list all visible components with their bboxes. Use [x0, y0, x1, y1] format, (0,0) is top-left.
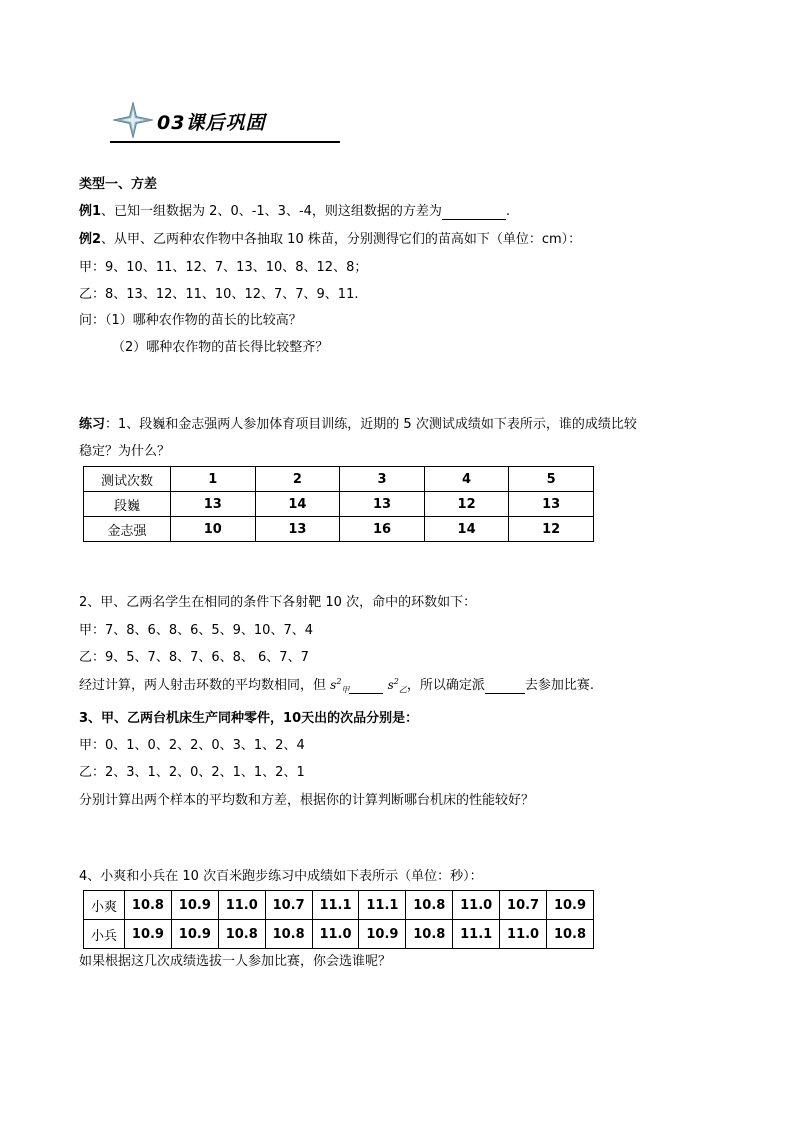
table-cell: 10.9 — [359, 920, 406, 949]
table-cell: 10.7 — [265, 891, 312, 920]
example-2-label: 例2 — [79, 232, 102, 247]
practice-1-prompt — [79, 413, 637, 432]
table-cell: 13 — [340, 492, 425, 517]
example-2-jia-data: 甲：9、10、11、12、7、13、10、8、12、8； — [79, 260, 368, 275]
table-cell: 13 — [171, 492, 256, 517]
example-2-text: 、从甲、乙两种农作物中各抽取 10 株苗，分别测得它们的苗高如下（单位：cm）： — [101, 232, 582, 247]
practice-3-text: 3、甲、乙两台机床生产同种零件，10天出的次品分别是： — [79, 711, 419, 726]
example-2 — [79, 228, 581, 247]
example-1-end: . — [505, 204, 511, 219]
practice-3-yi-data: 乙：2、3、1、2、0、2、1、1、2、1 — [79, 765, 305, 780]
section-title: 03课后巩固 — [157, 112, 266, 134]
practice-2-jia-data: 甲：7、8、6、8、6、5、9、10、7、4 — [79, 623, 313, 638]
practice-1-prompt-cont: 稳定？为什么？ — [79, 444, 171, 459]
category-heading: 类型一、方差 — [79, 177, 158, 192]
table-header-row — [84, 467, 594, 492]
table-cell: 14 — [424, 517, 509, 542]
table-cell: 11.1 — [359, 891, 406, 920]
table-cell: 10.9 — [125, 920, 172, 949]
practice-label: 练习 — [79, 417, 106, 432]
table-cell: 11.0 — [453, 891, 500, 920]
table-cell: 1 — [171, 467, 256, 492]
table-cell: 测试次数 — [84, 467, 171, 492]
example-2-yi-data: 乙：8、13、12、11、10、12、7、7、9、11. — [79, 287, 359, 302]
practice-2-conclusion — [79, 674, 594, 695]
answer-blank — [485, 678, 525, 694]
practice-2-yi-data: 乙：9、5、7、8、7、6、8、 6、7、7 — [79, 650, 309, 665]
table-cell: 金志强 — [84, 517, 171, 542]
practice-3-question: 分别计算出两个样本的平均数和方差，根据你的计算判断哪台机床的性能较好？ — [79, 793, 535, 808]
table-cell: 16 — [340, 517, 425, 542]
table-cell: 小爽 — [84, 891, 125, 920]
table-cell: 10.9 — [171, 891, 218, 920]
table-cell: 13 — [255, 517, 340, 542]
table-cell: 11.0 — [218, 891, 265, 920]
table-row — [84, 920, 594, 949]
table-cell: 13 — [509, 492, 594, 517]
practice-1-table — [83, 466, 594, 542]
table-cell: 11.1 — [453, 920, 500, 949]
table-cell: 11.0 — [312, 920, 359, 949]
table-cell: 10.9 — [547, 891, 594, 920]
star-ornament-icon — [113, 102, 153, 138]
table-cell: 12 — [509, 517, 594, 542]
table-cell: 3 — [340, 467, 425, 492]
table-row — [84, 517, 594, 542]
table-cell: 10.8 — [218, 920, 265, 949]
table-cell: 10.8 — [125, 891, 172, 920]
table-cell: 12 — [424, 492, 509, 517]
title-underline — [110, 141, 340, 143]
table-cell: 10.8 — [265, 920, 312, 949]
table-cell: 10.8 — [406, 920, 453, 949]
practice-3-jia-data: 甲：0、1、0、2、2、0、3、1、2、4 — [79, 738, 305, 753]
table-cell: 4 — [424, 467, 509, 492]
practice-2-title: 2、甲、乙两名学生在相同的条件下各射靶 10 次，命中的环数如下： — [79, 595, 477, 610]
variance-yi-symbol: $s^2_乙$ — [387, 677, 407, 695]
table-cell: 小兵 — [84, 920, 125, 949]
table-cell: 2 — [255, 467, 340, 492]
example-1-text: 、已知一组数据为 2、0、-1、3、-4，则这组数据的方差为 — [101, 204, 442, 219]
table-cell: 10.8 — [406, 891, 453, 920]
practice-4-table — [83, 890, 594, 949]
answer-blank — [442, 204, 506, 220]
practice-2-calc-a: 经过计算，两人射击环数的平均数相同，但 — [79, 678, 327, 693]
table-cell: 10.8 — [547, 920, 594, 949]
example-1 — [79, 200, 510, 220]
table-cell: 10.9 — [171, 920, 218, 949]
example-1-label: 例1 — [79, 204, 102, 219]
table-cell: 段巍 — [84, 492, 171, 517]
answer-blank — [349, 678, 383, 694]
practice-2-calc-b: ，所以确定派 — [406, 678, 485, 693]
practice-1-text: ：1、段巍和金志强两人参加体育项目训练，近期的 5 次测试成绩如下表所示，谁的成绩比较 — [105, 417, 637, 432]
practice-3-title — [79, 707, 418, 726]
table-cell: 11.1 — [312, 891, 359, 920]
example-2-question-1: 问：（1）哪种农作物的苗长的比较高？ — [79, 313, 302, 328]
practice-2-calc-c: 去参加比赛. — [524, 678, 594, 693]
table-row — [84, 492, 594, 517]
table-cell: 14 — [255, 492, 340, 517]
table-cell: 10.7 — [500, 891, 547, 920]
table-row — [84, 891, 594, 920]
table-cell: 10 — [171, 517, 256, 542]
table-cell: 11.0 — [500, 920, 547, 949]
practice-4-question: 如果根据这几次成绩选拔一人参加比赛，你会选谁呢？ — [79, 954, 392, 969]
table-cell: 5 — [509, 467, 594, 492]
practice-4-title: 4、小爽和小兵在 10 次百米跑步练习中成绩如下表所示（单位：秒）： — [79, 869, 483, 884]
example-2-question-2: （2）哪种农作物的苗长得比较整齐？ — [112, 340, 329, 355]
variance-jia-symbol: $s^2_甲$ — [330, 677, 350, 695]
